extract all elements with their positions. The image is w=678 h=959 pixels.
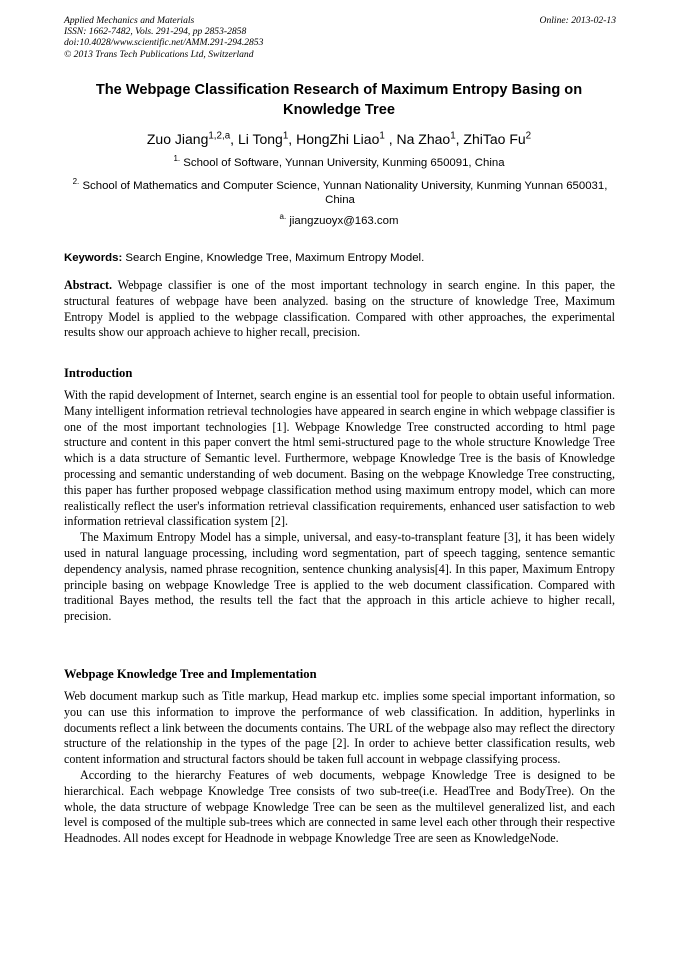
section-heading-introduction: Introduction	[64, 366, 133, 380]
author: ZhiTao Fu$^2$	[463, 130, 532, 147]
journal-header	[64, 15, 616, 60]
paragraph: The Maximum Entropy Model has a simple, universal, and easy-to-transplant feature [3], it has been widely used in natural language processing, including word segmentation, part of speech tagging, sentence semantic dependency analysis, named phrase recognition, sentence chunking analysis[4]. In this paper, Maximum Entropy principle basing on webpage Knowledge Tree is applied to the web document classification. Compared with traditional Bayes method, the results tell the fact that the approach in this article achieve to higher recall, precision.	[64, 530, 615, 624]
journal-name: Applied Mechanics and Materials	[64, 15, 195, 26]
abstract	[64, 278, 615, 341]
affiliation-1: $^{1.}$ School of Software, Yunnan University, Kunming 650091, China	[173, 154, 505, 169]
author: Li Tong$^1$,	[237, 130, 297, 147]
online-date: Online: 2013-02-13	[539, 15, 616, 26]
knowledge-tree-body	[64, 689, 615, 847]
paragraph: With the rapid development of Internet, search engine is an essential tool for people to obtain useful information. Many intelligent information retrieval technologies have appeared in search engine in which webpage classifier is one of the most important technologies [1]. Webpage Knowledge Tree constructed according to html page structure and content in this paper convert the html semi-structured page to the whole structure Knowledge Tree which is a data structure of Semantic level. Furthermore, webpage Knowledge Tree is the basis of Knowledge processing and semantic understanding of web document. Basing on the webpage Knowledge Tree constructing, this paper has further proposed webpage classification method using maximum entropy model, which can more realistically reflect the user's information retrieval classification requirements, enhanced user satisfaction to web information retrieval classification system [2].	[64, 388, 615, 529]
abstract-text: Webpage classifier is one of the most important technology in search engine. In this paper, the structural features of webpage have been analyzed. basing on the structure of knowledge Tree, Maximum Entropy Model is applied to the webpage classification. Compared with other approaches, the experimental results show our approach achieve to higher recall, precision.	[64, 278, 615, 340]
author: Na Zhao$^1$,	[396, 130, 464, 147]
copyright-line: © 2013 Trans Tech Publications Ltd, Switzerland	[64, 48, 254, 60]
abstract-label: Abstract.	[64, 278, 113, 292]
paragraph: According to the hierarchy Features of web documents, webpage Knowledge Tree is designed to be hierarchical. Each webpage Knowledge Tree consists of two sub-tree(i.e. HeadTree and BodyTree). On the whole, the data structure of webpage Knowledge Tree can be seen as the multilevel generalized list, and each level is composed of the multiple sub-trees which are connected in same level each other through their respective Headnodes. All nodes except for Headnode in webpage Knowledge Tree are seen as KnowledgeNode.	[64, 767, 615, 846]
keywords-label: Keywords:	[64, 252, 123, 264]
author-email: $^{a.}$ jiangzuoyx@163.com	[279, 212, 399, 227]
paper-title: The Webpage Classification Research of Maximum Entropy Basing on Knowledge Tree	[95, 82, 583, 118]
paragraph: Web document markup such as Title markup, Head markup etc. implies some special important information, so you can use this information to improve the performance of web classification. In addition, hyperlinks in documents reflect a link between the documents contains. The URL of the webpage also may reflect the directory structure of the relationship in the types of the page [2]. In order to achieve better classification results, web content information and structural factors should be taken full account in webpage classifying process.	[64, 689, 615, 767]
author: Zuo Jiang$^{1,2,a}$,	[146, 130, 238, 147]
issn-line: ISSN: 1662-7482, Vols. 291-294, pp 2853-2858	[64, 26, 247, 38]
author: HongZhi Liao$^1$ ,	[296, 130, 397, 147]
author-list	[40, 130, 638, 148]
keywords-text: Search Engine, Knowledge Tree, Maximum Entropy Model.	[122, 252, 425, 264]
affiliation-2: $^{2.}$ School of Mathematics and Computer Science, Yunnan Nationality University, Kunming Yunnan 650031, China	[72, 177, 608, 206]
introduction-body	[64, 388, 615, 625]
section-heading-knowledge-tree: Webpage Knowledge Tree and Implementation	[64, 667, 317, 681]
doi-line: doi:10.4028/www.scientific.net/AMM.291-294.2853	[64, 37, 264, 49]
keywords	[64, 251, 616, 265]
